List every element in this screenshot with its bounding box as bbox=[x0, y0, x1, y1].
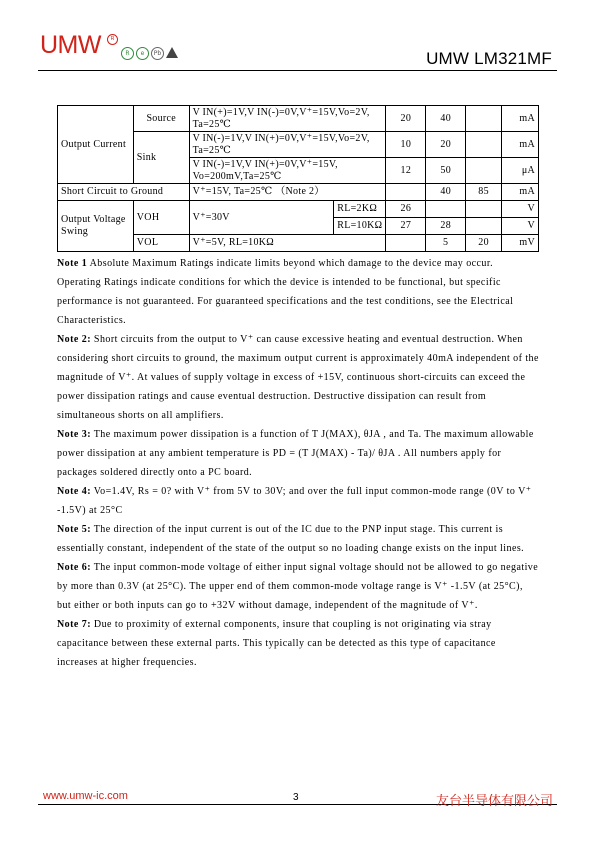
green-leaf-icon: e bbox=[136, 47, 149, 60]
unit-cell: mA bbox=[502, 184, 539, 201]
note-label: Note 4: bbox=[57, 486, 91, 497]
min-cell: 10 bbox=[386, 132, 426, 158]
condition-cell: V IN(+)=1V,V IN(-)=0V,V⁺=15V,Vo=2V, Ta=25℃ bbox=[189, 106, 386, 132]
registered-mark: R bbox=[107, 34, 118, 45]
table-row bbox=[58, 106, 539, 132]
max-cell: 85 bbox=[466, 184, 502, 201]
condition-cell: V IN(-)=1V,V IN(+)=0V,V⁺=15V, Vo=200mV,Ta=25℃ bbox=[189, 158, 386, 184]
condition-cell: V⁺=15V, Ta=25℃ （Note 2） bbox=[189, 184, 386, 201]
note-4 bbox=[57, 482, 539, 520]
max-cell bbox=[466, 201, 502, 218]
typ-cell: 50 bbox=[426, 158, 466, 184]
warning-icon bbox=[166, 47, 178, 58]
note-label: Note 2: bbox=[57, 334, 91, 345]
symbol-voh: VOH bbox=[133, 201, 189, 235]
note-text: The maximum power dissipation is a function of T J(MAX), θJA , and Ta. The maximum allowable power dissipation at any ambient temperature is PD = (T J(MAX) - Ta)/ θJA . All numbers apply for packages soldered directly onto a PC board. bbox=[57, 429, 534, 478]
rohs-icon: R bbox=[121, 47, 134, 60]
unit-cell: mA bbox=[502, 132, 539, 158]
note-7 bbox=[57, 615, 539, 672]
max-cell bbox=[466, 132, 502, 158]
page-number: 3 bbox=[293, 792, 299, 803]
pb-free-icon: Pb bbox=[151, 47, 164, 60]
typ-cell bbox=[426, 201, 466, 218]
unit-cell: mA bbox=[502, 106, 539, 132]
note-text: Vo=1.4V, Rs = 0? with V⁺ from 5V to 30V; and over the full input common-mode range (0V to V⁺ -1.5V) at 25°C bbox=[57, 486, 532, 516]
note-text: Absolute Maximum Ratings indicate limits beyond which damage to the device may occur. Operating Ratings indicate conditions for which the device is intended to be functional, but specific performance is not guaranteed. For guaranteed specifications and the test conditions, see the Electrical Characteristics. bbox=[57, 258, 514, 326]
note-6 bbox=[57, 558, 539, 615]
note-label: Note 6: bbox=[57, 562, 91, 573]
note-label: Note 3: bbox=[57, 429, 91, 440]
unit-cell: mV bbox=[502, 235, 539, 252]
typ-cell: 20 bbox=[426, 132, 466, 158]
table-row bbox=[58, 201, 539, 218]
unit-cell: μA bbox=[502, 158, 539, 184]
param-output-voltage-swing: Output Voltage Swing bbox=[58, 201, 134, 252]
note-3 bbox=[57, 425, 539, 482]
max-cell bbox=[466, 158, 502, 184]
param-output-current: Output Current bbox=[58, 106, 134, 184]
min-cell bbox=[386, 235, 426, 252]
note-text: The input common-mode voltage of either input signal voltage should not be allowed to go negative by more than 0.3V (at 25°C). The upper end of them common-mode voltage range is V⁺ -1.5V (at 25°C), but either or both inputs can go to +32V without damage, independent of the magnitude of V⁺. bbox=[57, 562, 539, 611]
note-label: Note 5: bbox=[57, 524, 91, 535]
min-cell: 26 bbox=[386, 201, 426, 218]
load-cell: RL=10KΩ bbox=[334, 218, 386, 235]
max-cell: 20 bbox=[466, 235, 502, 252]
unit-cell: V bbox=[502, 218, 539, 235]
certification-icons bbox=[121, 47, 178, 60]
note-2 bbox=[57, 330, 539, 425]
table-row bbox=[58, 184, 539, 201]
company-name: 友台半导体有限公司 bbox=[435, 793, 553, 808]
condition-cell: V IN(-)=1V,V IN(+)=0V,V⁺=15V,Vo=2V, Ta=25℃ bbox=[189, 132, 386, 158]
brand-logo: UMW bbox=[40, 31, 101, 59]
note-label: Note 7: bbox=[57, 619, 91, 630]
max-cell bbox=[466, 106, 502, 132]
min-cell bbox=[386, 184, 426, 201]
condition-cell: V⁺=30V bbox=[189, 201, 334, 235]
note-text: Due to proximity of external components, insure that coupling is not originating via stray capacitance between these external parts. This typically can be detected as this type of capacitance increases at higher frequencies. bbox=[57, 619, 496, 668]
header-divider bbox=[38, 70, 557, 71]
unit-cell: V bbox=[502, 201, 539, 218]
part-number-title: UMW LM321MF bbox=[426, 49, 552, 68]
note-text: Short circuits from the output to V⁺ can cause excessive heating and eventual destruction. When considering short circuits to ground, the maximum output current is approximately 40mA independent of the magnitude of V⁺. At values of supply voltage in excess of +15V, continuous short-circuits can exceed the power dissipation ratings and cause eventual destruction. Destructive dissipation can result from simultaneous shorts on all amplifiers. bbox=[57, 334, 539, 421]
note-1 bbox=[57, 254, 539, 330]
min-cell: 20 bbox=[386, 106, 426, 132]
min-cell: 27 bbox=[386, 218, 426, 235]
condition-cell: V⁺=5V, RL=10KΩ bbox=[189, 235, 386, 252]
typ-cell: 5 bbox=[426, 235, 466, 252]
typ-cell: 40 bbox=[426, 184, 466, 201]
typ-cell: 28 bbox=[426, 218, 466, 235]
typ-cell: 40 bbox=[426, 106, 466, 132]
note-text: The direction of the input current is out of the IC due to the PNP input stage. This current is essentially constant, independent of the state of the output so no loading change exists on the input lines. bbox=[57, 524, 525, 554]
page-header bbox=[0, 0, 595, 80]
param-short-circuit: Short Circuit to Ground bbox=[58, 184, 190, 201]
subparam-source: Source bbox=[133, 106, 189, 132]
max-cell bbox=[466, 218, 502, 235]
notes-section bbox=[57, 254, 539, 672]
electrical-characteristics-table bbox=[57, 105, 539, 252]
load-cell: RL=2KΩ bbox=[334, 201, 386, 218]
subparam-sink: Sink bbox=[133, 132, 189, 184]
symbol-vol: VOL bbox=[133, 235, 189, 252]
note-5 bbox=[57, 520, 539, 558]
min-cell: 12 bbox=[386, 158, 426, 184]
note-label: Note 1 bbox=[57, 258, 88, 269]
website-link[interactable]: www.umw-ic.com bbox=[43, 790, 128, 802]
